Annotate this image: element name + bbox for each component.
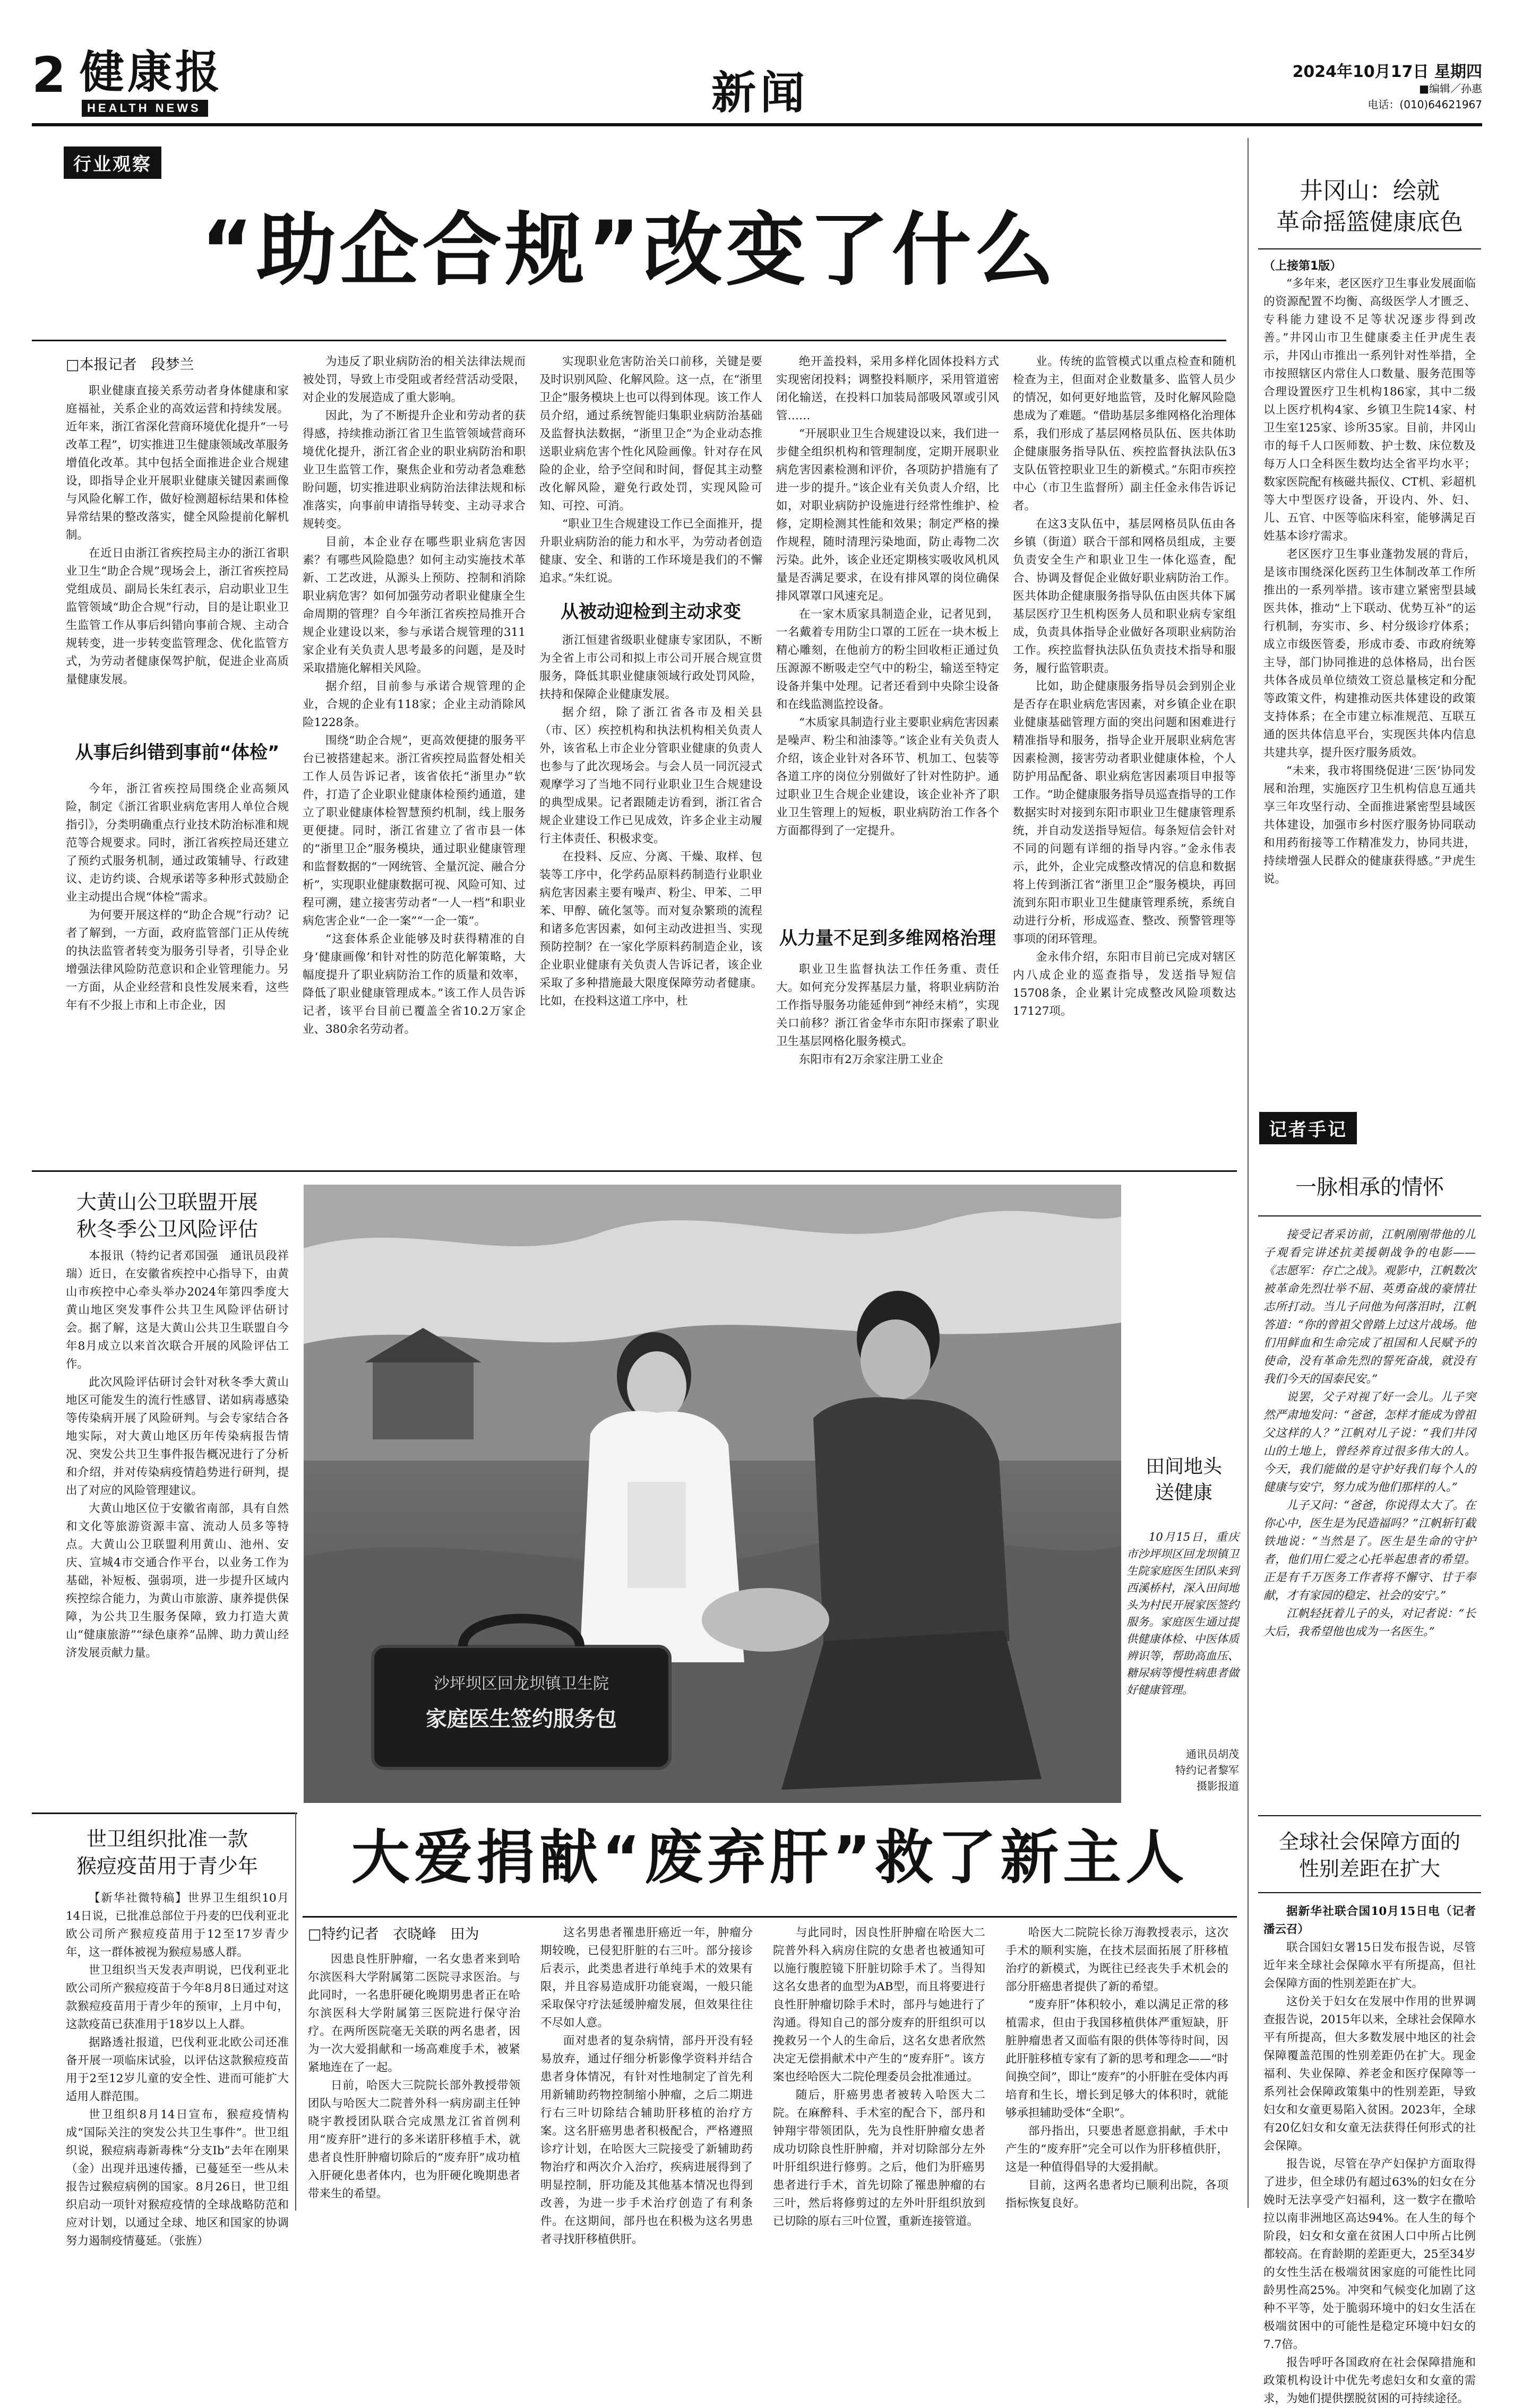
news-photo: [304, 1185, 1121, 1803]
left-bottom-rule: [32, 1813, 297, 1814]
sidebar-top-byline: （上接第1版）: [1263, 260, 1342, 273]
section-title: 新闻: [711, 67, 810, 119]
sidebar-bottom-rule-top: [1258, 1815, 1481, 1816]
main-column-4b: 职业卫生监督执法工作任务重、责任大。如何充分发挥基层力量，将职业病防治工作指导服务功能延伸到“神经末梢”，实现关口前移？浙江省金华市东阳市探索了职业卫生基层网格化服务模式。 东阳市有2万余家注册工业企: [776, 963, 999, 1066]
page-number: 2: [32, 47, 66, 103]
sidebar-bottom-rule: [1258, 1892, 1481, 1893]
main-column-2: 为违反了职业病防治的相关法律法规而被处罚，导致上市受阻或者经营活动受限，对企业的发展造成了重大影响。 因此，为了不断提升企业和劳动者的获得感，持续推动浙江省卫生监管领域营商环境优化提升，浙江省企业的职业病防治和职业卫生监管工作，聚焦企业和劳动者急难愁盼问题，切实推进职业病防治法律法规和标准落实，向事前申请指导转变、主动寻求合规转变。 目前，本企业存在哪些职业病危害因素？有哪些风险隐患？如何主动实施技术革新、工艺改进，从源头上预防、控制和消除职业病危害？如何加强劳动者职业健康全生命周期的管理？自今年浙江省疾控局推开合规企业建设以来，参与承诺合规管理的311家企业有关负责人思考最多的问题，是及时采取措施化解相关风险。 据介绍，目前参与承诺合规管理的企业，合规的企业有118家；企业主动消除风险1228条。 围绕“助企合规”，更高效便捷的服务平台已被搭建起来。浙江省疾控局监督处相关工作人员告诉记者，该省依托“浙里办”软件，打造了企业职业健康体检预约通道，建立了职业健康体检智慧预约机制，线上服务更便捷。同时，浙江省建立了省市县一体的“浙里卫企”服务模块，通过职业健康管理和监督数据的“一网统管、全量沉淀、融合分析”，实现职业健康数据可视、风险可知、过程可溯，建立接害劳动者“一人一档”和职业病危害企业“一企一案”“一企一策”。 “这套体系企业能够及时获得精准的自身‘健康画像’和针对性的防范化解策略，大幅度提升了职业病防治工作的质量和效率，降低了职业健康管理成本。”该工作人员告诉记者，该平台目前已覆盖全省10.2万家企业、380余名劳动者。: [303, 355, 526, 1036]
editor-line: ■编辑／孙惠: [1419, 82, 1482, 95]
headline-rule: [32, 340, 1226, 341]
main-byline: □本报记者 段梦兰: [66, 357, 194, 373]
subhead-1: 从事后纠错到事前“体检”: [75, 742, 280, 763]
sidebar-top-rule: [1258, 248, 1481, 249]
sidebar-bottom-title: 全球社会保障方面的 性别差距在扩大: [1278, 1830, 1460, 1881]
main-column-3b: 浙江恒建省级职业健康专家团队，不断为全省上市公司和拟上市公司开展合规宣贯服务，降低其职业健康领域行政处罚风险，扶持和保障企业健康发展。 据介绍，除了浙江省各市及相关县（市、区）疾控机构和执法机构相关负责人外，该省私上市企业分管职业健康的负责人也参与了此次现场会。与会人员一同沉浸式观摩学习了当地不同行业职业卫生合规建设的典型成果。记者跟随走访看到，浙江省合规企业建设工作已见成效，许多企业主动履行主体责任、积极求变。 在投料、反应、分离、干燥、取样、包装等工序中，化学药品原料药制造行业职业病危害因素主要有噪声、粉尘、甲苯、二甲苯、甲醇、硫化氢等。而对复杂繁琐的流程和诸多危害因素，如何主动改进担当、实现预防控制？在一家化学原料药制造企业，该企业职业健康有关负责人告诉记者，该企业采取了多种措施最大限度保障劳动者健康。比如，在投料这道工序中，杜: [539, 634, 762, 1008]
main-column-4: 绝开盖投料，采用多样化固体投料方式实现密闭投料；调整投料顺序，采用管道密闭化输送，在投料口加装局部吸风罩或引风管…… “开展职业卫生合规建设以来，我们进一步健全组织机构和管理制度，定期开展职业病危害因素检测和评价，各项防护措施有了进一步的提升。”该企业有关负责人介绍，比如，对职业病防护设施进行经常性维护、检修，定期检测其性能和效果；制定严格的操作规程，随时清理污染地面，防止毒物二次污染。此外，该企业还定期核实吸收风机风量是否满足要求，在设有排风罩的岗位确保排风罩罩口风速充足。 在一家木质家具制造企业，记者见到，一名戴着专用防尘口罩的工匠在一块木板上精心雕刻，在他前方的粉尘回收柜正通过负压源源不断吸走空气中的粉尘，输送至特定设备并集中处理。记者还看到中央除尘设备和在线监测监控设备。 “木质家具制造行业主要职业病危害因素是噪声、粉尘和油漆等。”该企业有关负责人介绍，该企业针对各环节、机加工、包装等各道工序的岗位分别做好了针对性防护。通过职业卫生合规企业建设，该企业补齐了职业卫生管理上的短板，职业病防治工作各个方面都得到了一定提升。: [776, 355, 999, 838]
photo-illustration: [304, 1185, 1121, 1803]
subhead-2: 从被动迎检到主动求变: [561, 601, 741, 623]
bottom-column-4: 哈医大二院院长徐万海教授表示，这次手术的顺利实施，在技术层面拓展了肝移植治疗的新模式，为既往已经丧失手术机会的部分肝癌患者提供了新的希望。 “废弃肝”体积较小，难以满足正常的移植需求，但由于我国移植供体严重短缺，肝脏肿瘤患者又面临有限的供体等待时间，因此肝脏移植专家有了新的思考和理念——“时间换空间”，即让“废弃”的小肝脏在受体内再培育和生长，增长到足够大的体积时，就能够承担辅助受体“全职”。 部丹指出，只要患者愿意捐献，手术中产生的“废弃肝”完全可以作为肝移植供肝，这是一种值得倡导的大爱捐献。 目前，这两名患者均已顺利出院，各项指标恢复良好。: [1005, 1926, 1228, 2210]
reporter-notes-tag: 记者手记: [1259, 1112, 1357, 1144]
bag-label-top: 沙坪坝区回龙坝镇卫生院: [434, 1675, 609, 1693]
photo-credit: 通讯员胡茂 特约记者黎军 摄影报道: [1175, 1748, 1239, 1792]
left-bottom-body: 【新华社微特稿】世界卫生组织10月14日说，已批准总部位于丹麦的巴伐利亚北欧公司所产猴痘疫苗用于12至17岁青少年，这一群体被视为猴痘易感人群。 世卫组织当天发表声明说，巴伐利亚北欧公司所产猴痘疫苗于今年8月8日通过对这款猴痘疫苗用于青少年的预审，上月中旬，这款疫苗已获准用于18岁以上人群。 据路透社报道，巴伐利亚北欧公司还准备开展一项临床试验，以评估这款猴痘疫苗用于2至12岁儿童的安全性、进而可能扩大适用人群范围。 世卫组织8月14日宣布，猴痘疫情构成“国际关注的突发公共卫生事件”。世卫组织说，猴痘病毒新毒株“分支Ib”去年在刚果（金）出现并迅速传播，已蔓延至一些从未报告过猴痘病例的国家。8月26日，世卫组织启动一项针对猴痘疫情的全球战略防范和应对计划，以通过全球、地区和国家的协调努力遏制疫情蔓延。（张旌）: [66, 1892, 289, 2248]
mid-page-rule: [32, 1170, 1237, 1172]
main-column-3: 实现职业危害防治关口前移，关键是要及时识别风险、化解风险。这一点，在“浙里卫企”服务模块上也可以得到体现。该工作人员介绍，通过系统智能归集职业病防治基础及监督执法数据，“浙里卫企”为企业动态推送职业病危害个性化风险画像。针对存在风险的企业，给予空间和时间，督促其主动整改化解风险，避免行政处罚，实现风险可知、可控、可消。 “职业卫生合规建设工作已全面推开，提升职业病防治的能力和水平，为劳动者创造健康、安全、和谐的工作环境是我们的不懈追求。”朱红说。: [539, 355, 762, 585]
subhead-3: 从力量不足到多维网格治理: [779, 928, 996, 949]
issue-date: 2024年10月17日 星期四: [1292, 63, 1482, 81]
sidebar-bottom-body: 据新华社联合国10月15日电（记者潘云召） 联合国妇女署15日发布报告说，尽管近年来全球社会保障水平有所提高，但社会保障方面的性别差距在扩大。 这份关于妇女在发展中作用的世界调查报告说，2015年以来，全球社会保障水平有所提高，但大多数发展中地区的社会保障覆盖范围的性别差距仍在扩大。现金福利、失业保障、养老金和医疗保障等一系列社会保障政策集中的性别差距，导致妇女和女童更易陷入贫困。2023年，全球有20亿妇女和女童无法获得任何形式的社会保障。 报告说，尽管在孕产妇保护方面取得了进步，但全球仍有超过63%的妇女在分娩时无法享受产妇福利，这一数字在撒哈拉以南非洲地区高达94%。在人生的每个阶段，妇女和女童在贫困人口中所占比例都较高。在育龄期的差距更大，25至34岁的女性生活在极端贫困家庭的可能性比同龄男性高25%。冲突和气候变化加剧了这种不平等，处于脆弱环境中的妇女生活在极端贫困中的可能性是稳定环境中妇女的7.7倍。 报告呼吁各国政府在社会保障措施和政策机构设计中优先考虑妇女和女童的需求，为她们提供摆脱贫困的可持续途径。: [1263, 1905, 1476, 2405]
column-tag: 行业观察: [64, 146, 161, 179]
phone-line: 电话：(010)64621967: [1367, 98, 1482, 111]
bottom-column-3: 与此同时，因良性肝肿瘤在哈医大二院普外科入病房住院的女患者也被通知可以施行腹腔镜下肝脏切除手术了。当得知这名女患者的血型为AB型，而且将要进行良性肝肿瘤切除手术时，部丹与她进行了沟通。得知自己的部分废弃的肝组织可以挽救另一个人的生命后，这名女患者欣然决定无偿捐献术中产生的“废弃肝”。该方案也经哈医大二院伦理委员会批准通过。 随后，肝癌男患者被转入哈医大二院。在麻醉科、手术室的配合下，部丹和钟翔宇带领团队，先为良性肝肿瘤女患者成功切除良性肝肿瘤，并对切除部分左外叶肝组织进行修剪。之后，他们为肝癌男患者进行手术，首先切除了罹患肿瘤的右三叶，然后将修剪过的左外叶肝组织放到已切除的原右三叶位置，重新连接管道。: [773, 1926, 985, 2228]
main-column-1: 职业健康直接关系劳动者身体健康和家庭福祉，关系企业的高效运营和持续发展。近年来，浙江省深化营商环境优化提升“一号改革工程”，切实推进卫生健康领域改革服务增值化改革。其中包括全面推进企业合规建设，即指导企业开展职业健康关键因素画像与风险化解工作，做好检测超标结果和体检异常结果的整改落实，健全风险提前化解机制。 在近日由浙江省疾控局主办的浙江省职业卫生“助企合规”现场会上，浙江省疾控局党组成员、副局长朱红表示，启动职业卫生监管领域“助企合规”行动，目的是让职业卫生监管工作从事后纠错向事前合规、主动合规转变，进一步转变监管理念、优化监管方式，为劳动者健康保驾护航，促进企业高质量健康发展。: [66, 384, 289, 686]
main-column-1b: 今年，浙江省疾控局围绕企业高频风险，制定《浙江省职业病危害用人单位合规指引》，分类明确重点行业技术防治标准和规范等合规要求。同时，浙江省疾控局还建立了预约式服务机制，通过政策辅导、行政建议、走访约谈、合规承诺等多种形式鼓励企业主动提出合规“体检”需求。 为何要开展这样的“助企合规”行动？记者了解到，一方面，政府监管部门正从传统的执法监管者转变为服务引导者，引导企业增强法律风险防范意识和企业管理能力。另一方面，从企业经营和良性发展来看，这些年有不少报上市和上市企业，因: [66, 782, 289, 1012]
bottom-divider: [295, 1813, 296, 2211]
sidebar-top-title: 井冈山：绘就 革命摇篮健康底色: [1276, 177, 1463, 236]
reporter-notes-rule: [1258, 1215, 1481, 1216]
reporter-notes-body: 接受记者采访前，江帆刚刚带他的儿子观看完讲述抗美援朝战争的电影——《志愿军：存亡之战》。观影中，江帆数次被革命先烈壮举不屈、英勇奋战的豪情壮志所打动。当儿子问他为何落泪时，江帆答道：“你的曾祖父曾踏上过这片战场。他们用鲜血和生命完成了祖国和人民赋予的使命，没有革命先烈的誓死奋战，就没有我们今天的国泰民安。” 说罢，父子对视了好一会儿。儿子突然严肃地发问：“爸爸，怎样才能成为曾祖父这样的人？”江帆对儿子说：“我们井冈山的土地上，曾经养育过很多伟大的人。今天，我们能做的是守护好我们每个人的健康与安宁，努力成为他们那样的人。” 儿子又问：“爸爸，你说得太大了。在你心中，医生是为民造福吗？”江帆斩钉截铁地说：“当然是了。医生是生命的守护者，他们用仁爱之心托举起患者的希望。正是有千万医务工作者将不懈守、甘于奉献，才有家园的稳定、社会的安宁。” 江帆轻抚着儿子的头，对记者说：“长大后，我希望他也成为一名医生。”: [1263, 1228, 1476, 1638]
main-headline: “助企合规”改变了什么: [201, 204, 1057, 297]
bottom-column-2: 这名男患者罹患肝癌近一年，肿瘤分期较晚，已侵犯肝脏的右三叶。部分接诊后表示，此类患者进行单纯手术的效果有限，并且容易造成肝功能衰竭，一般只能采取保守疗法延缓肿瘤发展，但效果往往不尽如人意。 面对患者的复杂病情，部丹开没有轻易放弃，通过仔细分析影像学资料并结合患者身体情况，有针对性地制定了首先利用新辅助药物控制缩小肿瘤，之后二期进行右三叶切除结合辅助肝移植的治疗方案。这名肝癌男患者积极配合，严格遵照诊疗计划，在哈医大三院接受了新辅助药物治疗和两次介入治疗，疾病进展得到了明显控制，肝功能及其他基本情况也得到改善，为进一步手术治疗创造了有利条件。在这期间，部丹也在积极为这名男患者寻找肝移植供肝。: [540, 1926, 753, 2246]
reporter-notes-title: 一脉相承的情怀: [1295, 1175, 1444, 1199]
left-mid-body: 本报讯（特约记者邓国强 通讯员段祥瑞）近日，在安徽省疾控中心指导下，由黄山市疾控中心牵头举办2024年第四季度大黄山地区突发事件公共卫生风险评估研讨会。据了解，这是大黄山公共卫生联盟自今年8月成立以来首次联合开展的风险评估工作。 此次风险评估研讨会针对秋冬季大黄山地区可能发生的流行性感冒、诺如病毒感染等传染病开展了风险研判。与会专家结合各地实际，对大黄山地区历年传染病报告情况、突发公共卫生事件报告概况进行了分析和介绍，并对传染病疫情趋势进行研判，提出了对应的风险管理建议。 大黄山地区位于安徽省南部，具有自然和文化等旅游资源丰富、流动人员多等特点。大黄山公卫联盟利用黄山、池州、安庆、宣城4市交通合作平台，以业务工作为基础，补短板、强弱项，进一步提升区域内疾控综合能力，为黄山市旅游、康养提供保障，为公共卫生服务保障，致力打造大黄山“健康旅游”“绿色康养”品牌、助力黄山经济发展贡献力量。: [66, 1249, 289, 1660]
main-column-5: 业。传统的监管模式以重点检查和随机检查为主，但面对企业数量多、监管人员少的情况，如何更好地监管，及时化解风险隐患成为了难题。“借助基层多维网格化治理体系，我们形成了基层网格员队伍、医共体助企健康服务指导队伍、疾控监督执法队伍3支队伍管控职业卫生的新模式。”东阳市疾控中心（市卫生监督所）副主任金永伟告诉记者。 在这3支队伍中，基层网格员队伍由各乡镇（街道）联合干部和网格员组成，主要负责安全生产和职业卫生一体化巡查，配合、协调及督促企业做好职业病防治工作。医共体助企健康服务指导队伍由医共体下属基层医疗卫生机构医务人员和职业病专家组成，负责具体指导企业做好各项职业病防治工作。疾控监督执法队伍负责技术指导和服务，履行监管职责。 比如，助企健康服务指导员会到别企业是否存在职业病危害因素，对乡镇企业在职业健康基础管理方面的突出问题和困难进行精准指导和服务，指导企业开展职业病危害因素检测，接害劳动者职业健康体检，个人防护用品配备、职业病危害因素项目申报等工作。“助企健康服务指导员巡查指导的工作数据实时对接到东阳市职业卫生健康管理系统，并自动发送指导短信。每条短信会针对不同的问题有详细的指导内容。”金永伟表示，此外，企业完成整改情况的信息和数据将上传到浙江省“浙里卫企”服务模块，再回流到东阳市职业卫生健康管理系统，系统自动进行分析，形成巡查、整改、预警管理等事项的闭环管理。 金永伟介绍，东阳市目前已完成对辖区内八成企业的巡查指导，发送指导短信15708条，企业累计完成整改风险项数达17127项。: [1013, 355, 1236, 1018]
bottom-byline: □特约记者 衣晓峰 田为: [308, 1926, 479, 1943]
photo-caption: 10月15日，重庆市沙坪坝区回龙坝镇卫生院家庭医生团队来到西溪桥村，深入田间地头为村民开展家医签约服务。家庭医生通过提供健康体检、中医体质辨识等，帮助高血压、糖尿病等慢性病患者做好健康管理。: [1126, 1531, 1239, 1696]
bottom-column-1: 因患良性肝肿瘤，一名女患者来到哈尔滨医科大学附属第二医院寻求医治。与此同时，一名患肝硬化晚期男患者正在哈尔滨医科大学附属第三医院进行保守治疗。在两所医院毫无关联的两名患者，因为一次大爱捐献和一场高难度手术，被紧紧地连在了一起。 日前，哈医大三院院长部外教授带领团队与哈医大二院普外科一病房副主任钟晓宇教授团队联合完成黑龙江省首例利用“废弃肝”进行的多米诺肝移植手术，就患者良性肝肿瘤切除后的“废弃肝”成功植入肝硬化患者体内，也为肝硬化晚期患者带来生的希望。: [308, 1953, 520, 2200]
newspaper-logo-english: HEALTH NEWS: [82, 100, 208, 117]
sidebar-divider: [1248, 138, 1249, 2208]
bottom-headline: 大爱捐献“废弃肝”救了新主人: [351, 1824, 1189, 1892]
left-mid-title: 大黄山公卫联盟开展 秋冬季公卫风险评估: [76, 1190, 258, 1241]
left-bottom-title: 世卫组织批准一款 猴痘疫苗用于青少年: [76, 1827, 258, 1878]
header-rule: [32, 123, 1482, 126]
bottom-headline-rule: [303, 1916, 1237, 1918]
sidebar-top-body: “多年来，老区医疗卫生事业发展面临的资源配置不均衡、高级医学人才匮乏、专科能力建设不足等状况逐步得到改善。”井冈山市卫生健康委主任尹虎生表示，井冈山市推出一系列针对性举措，全市按照辖区内常住人口数量、服务范围等合理设置医疗卫生机构186家，其中二级以上医疗机构4家、乡镇卫生院14家、村卫生室125家、诊所35家。目前，井冈山市的每千人口医师数、护士数、床位数及每万人口全科医生数均达全省平均水平；数家医院配有核磁共振仪、CT机、彩超机等大中型医疗设备，开设内、外、妇、儿、五官、中医等临床科室，能够满足百姓基本诊疗需求。 老区医疗卫生事业蓬勃发展的背后，是该市围绕深化医药卫生体制改革工作所推出的一系列举措。该市建立紧密型县域医共体，推动“上下联动、优势互补”的运行机制，夯实市、乡、村分级诊疗体系；成立市级医管委，形成市委、市政府统筹主导，部门协同推进的总体格局，出台医共体各成员单位绩效工资总量核定和分配等政策文件，构建推动医共体建设的政策支持体系；在全市建立标准规范、互联互通的医共体信息平台，实现医共体内信息共建共享，提升医疗服务质效。 “未来，我市将围绕促进‘三医’协同发展和治理，实施医疗卫生机构信息互通共享三年攻坚行动、全面推进紧密型县域医共体建设，加强市乡村医疗服务协同联动和用药衔接等工作精准发力，协同共进，持续增强人民群众的健康获得感。”尹虎生说。: [1263, 277, 1476, 886]
photo-caption-title: 田间地头 送健康: [1145, 1456, 1222, 1504]
bag-label-bottom: 家庭医生签约服务包: [426, 1707, 617, 1731]
newspaper-logo: 健康报: [80, 46, 223, 98]
